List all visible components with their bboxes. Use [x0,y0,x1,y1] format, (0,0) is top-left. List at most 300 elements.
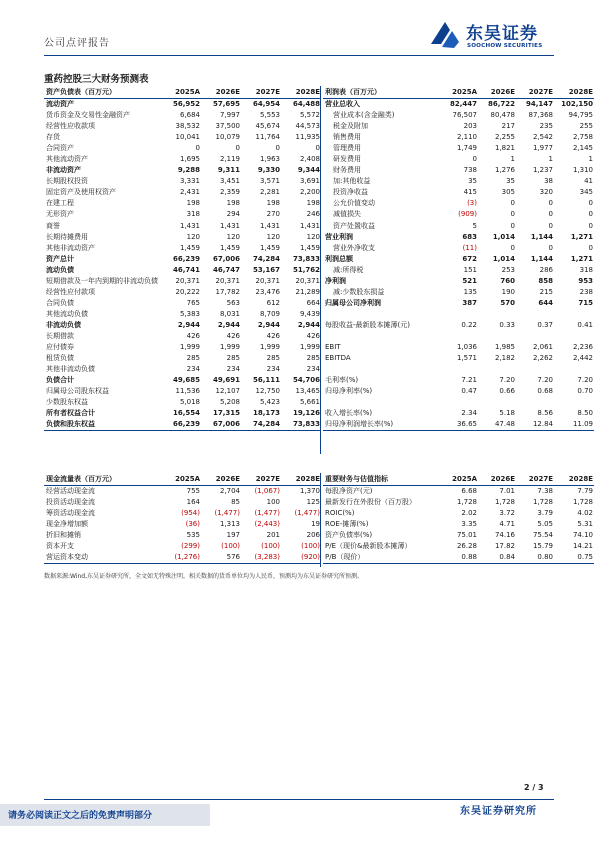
value-cell: 3.35 [461,520,477,529]
row-label: 营业利润 [325,232,353,241]
value-cell: 320 [539,188,553,197]
value-cell: 2,255 [494,133,515,142]
value-cell: (11) [462,243,477,252]
table-row [44,331,321,342]
value-cell: 0 [510,243,515,252]
disclaimer-banner [0,804,210,826]
value-cell: 235 [539,122,553,131]
value-cell: 1,144 [530,232,553,241]
value-cell: 1,310 [572,166,593,175]
table-row [44,209,321,220]
value-cell: 46,741 [172,265,200,274]
value-cell: 7.01 [499,487,515,496]
value-cell: 19 [311,520,320,529]
logo-text-cn: 东吴证券 [466,24,538,44]
value-cell [554,364,594,375]
value-cell: 11,935 [295,133,320,142]
value-cell: 2,944 [217,320,240,329]
report-category: 公司点评报告 [44,38,110,49]
row-label: 非流动资产 [46,166,81,175]
row-label: 净利润 [325,276,346,285]
value-cell: 755 [186,487,200,496]
value-cell: 0 [275,144,280,153]
row-label: 资本开支 [46,542,74,551]
value-cell: 74.10 [572,531,593,540]
table-row [44,353,321,364]
value-cell: 1,144 [530,254,553,263]
row-label: 长期待摊费用 [46,232,88,241]
value-cell: 570 [500,298,515,307]
value-cell: 1,431 [299,221,320,230]
value-cell: 672 [462,254,477,263]
value-cell: 2,236 [572,343,593,352]
value-cell: 3,571 [259,177,280,186]
value-cell: 38,532 [175,122,200,131]
value-cell: 2,281 [259,188,280,197]
value-cell: 286 [539,265,553,274]
value-cell: 8,709 [259,309,280,318]
row-label: P/E（现价&最新股本摊薄） [325,542,412,551]
row-label [323,364,435,375]
value-cell: 76,507 [452,111,477,120]
value-cell: 190 [501,287,515,296]
row-label [323,309,435,320]
value-cell: 1,036 [456,343,477,352]
value-cell: (1,477) [294,509,320,518]
table-row [44,165,321,176]
value-cell: 2,145 [572,144,593,153]
year-header-cell: 2025A [161,473,201,486]
value-cell: 2,542 [532,133,553,142]
table-row [44,232,321,243]
table-row [323,331,594,342]
value-cell: 85 [231,498,240,507]
value-cell [516,331,554,342]
value-cell: 285 [226,354,240,363]
table-row [44,530,321,541]
value-cell: 36.65 [435,419,478,431]
value-cell: 0 [548,199,553,208]
value-cell: 16,554 [172,409,200,418]
value-cell: 0 [510,210,515,219]
value-cell: 41 [584,177,593,186]
value-cell: 20,371 [295,276,320,285]
value-cell: 66,239 [172,254,200,263]
value-cell: (3) [467,199,477,208]
table-row [323,187,594,198]
value-cell: 2.34 [461,409,477,418]
value-cell: 3.79 [537,509,553,518]
balance-sheet-table [44,86,321,431]
table-row [44,287,321,298]
row-label: 其他流动资产 [46,155,88,164]
value-cell: 21,289 [295,287,320,296]
year-header-cell: 2025A [161,86,201,99]
row-label: 流动资产 [46,100,74,109]
value-cell: 0 [472,155,477,164]
year-header-cell: 2028E [554,473,594,486]
value-cell: 285 [266,354,280,363]
table-header-row [44,473,321,486]
value-cell: 2,061 [532,343,553,352]
value-cell [554,309,594,320]
row-label: 减:少数股东损益 [333,287,385,296]
table-row [323,232,594,243]
value-cell: 426 [226,332,240,340]
value-cell: 151 [463,265,477,274]
value-cell [516,364,554,375]
table-row [323,209,594,220]
row-label: 每股净资产(元) [325,487,373,496]
value-cell: 0 [548,210,553,219]
value-cell: 9,344 [297,166,320,175]
value-cell: 20,371 [215,276,240,285]
data-source-note: 数据来源:Wind,东吴证券研究所，全文如无特殊注明，相关数据的货币单位均为人民币，预测均为东吴证券研究所预测。 [44,573,364,580]
value-cell: 3,331 [179,177,200,186]
table-row [323,408,594,419]
value-cell: 1,431 [219,221,240,230]
row-label: 营运资本变动 [44,552,161,564]
value-cell: 2,408 [299,155,320,164]
value-cell: (1,477) [214,509,240,518]
table-row [44,276,321,287]
value-cell: 0.66 [499,387,515,396]
table-row [44,375,321,386]
table-row [323,132,594,143]
value-cell: 10,079 [215,133,240,142]
table-row [323,198,594,209]
value-cell: 37,500 [215,122,240,131]
value-cell: 44,573 [295,122,320,131]
value-cell: 5,383 [179,309,200,318]
footer-rule [44,799,554,800]
value-cell: 3.72 [499,509,515,518]
value-cell: 86,722 [487,100,515,109]
value-cell: 203 [463,122,477,131]
value-cell: 0.84 [478,552,516,564]
year-header-cell: 2027E [241,473,281,486]
row-label: 经营性应付款项 [46,287,95,296]
row-label: 财务费用 [333,166,361,175]
value-cell: 38 [544,177,553,186]
table-row [44,198,321,209]
row-label: 负债和股东权益 [44,419,161,431]
value-cell: 6.68 [461,487,477,496]
table-row [44,364,321,375]
value-cell: 318 [186,210,200,219]
value-cell: 100 [266,498,280,507]
row-label: 流动负债 [46,265,74,274]
row-label: 营业外净收支 [333,243,375,252]
value-cell: 164 [186,498,200,507]
table-row [44,121,321,132]
value-cell: (954) [181,509,200,518]
value-cell: 74,284 [241,419,281,431]
value-cell: 23,476 [255,287,280,296]
value-cell: 7.21 [461,376,477,385]
table-row [44,519,321,530]
value-cell: 238 [579,287,593,296]
value-cell: 17.82 [494,542,515,551]
year-header-cell: 2027E [516,86,554,99]
value-cell: 1,821 [494,144,515,153]
value-cell: 2,200 [299,188,320,197]
table-row [323,243,594,254]
value-cell: 1,459 [259,243,280,252]
value-cell: 198 [226,199,240,208]
value-cell: 0.37 [537,320,553,329]
year-header-cell: 2028E [281,86,321,99]
value-cell: 0.80 [516,552,554,564]
table-row [44,386,321,397]
value-cell: 1,271 [570,232,593,241]
row-label: 经营活动现金流 [46,487,95,496]
value-cell: 17,782 [215,287,240,296]
value-cell: 13,465 [295,387,320,396]
value-cell: 0 [235,144,240,153]
row-label: 应付债券 [46,343,74,352]
section-title: 重药控股三大财务预测表 [44,74,149,85]
value-cell: 47.48 [478,419,516,431]
value-cell: 35 [506,177,515,186]
value-cell: 563 [226,298,240,307]
value-cell: (299) [181,542,200,551]
value-cell: 535 [186,531,200,540]
value-cell [478,309,516,320]
value-cell: 345 [579,188,593,197]
value-cell: 0.88 [435,552,478,564]
table-row [323,320,594,331]
table-row [323,541,594,552]
value-cell: 294 [226,210,240,219]
table-row [44,342,321,353]
row-label: 投资活动现金流 [46,498,95,507]
row-label: ROIC(%) [325,509,355,518]
row-label: 收入增长率(%) [325,409,373,418]
value-cell: 120 [186,232,200,241]
table-row [44,408,321,419]
year-header-cell: 2026E [478,473,516,486]
table-row [323,342,594,353]
row-label: 合同负债 [46,298,74,307]
value-cell: 576 [201,552,241,564]
value-cell: 64,954 [252,100,280,109]
value-cell: 5,553 [259,111,280,120]
value-cell: 198 [186,199,200,208]
value-cell: 11,536 [175,387,200,396]
value-cell: 20,222 [175,287,200,296]
row-label: 营业成本(含金融类) [333,111,395,120]
value-cell: 1,999 [299,343,320,352]
row-label: ROE-摊薄(%) [325,520,369,529]
value-cell: 234 [266,365,280,374]
value-cell [478,331,516,342]
value-cell: 1,749 [456,144,477,153]
value-cell: 11.09 [554,419,594,431]
disclaimer-text: 请务必阅读正文之后的免责声明部分 [8,811,153,821]
value-cell: 0.33 [499,320,515,329]
value-cell: 1,014 [492,232,515,241]
value-cell: 75.54 [532,531,553,540]
value-cell: 17,315 [212,409,240,418]
value-cell: 0.68 [537,387,553,396]
value-cell: 80,478 [490,111,515,120]
row-label [323,397,435,408]
value-cell: 9,288 [177,166,200,175]
table-row [44,132,321,143]
value-cell: 20,371 [175,276,200,285]
table-row [323,353,594,364]
value-cell [554,331,594,342]
row-label: 其他非流动资产 [46,243,95,252]
table-title-cell: 重要财务与估值指标 [323,473,435,486]
value-cell: 2,758 [572,133,593,142]
value-cell: 94,147 [525,100,553,109]
row-label: P/B（现价） [323,552,435,564]
table-header-row [44,86,321,99]
value-cell: 253 [501,265,515,274]
value-cell: 2,262 [532,354,553,363]
value-cell: 644 [538,298,553,307]
row-label: 资产处置收益 [333,221,375,230]
row-label: 长期借款 [46,332,74,340]
value-cell: 125 [306,498,320,507]
value-cell: 0.47 [461,387,477,396]
value-cell: 66,239 [161,419,201,431]
value-cell: 1,728 [532,498,553,507]
table-row [323,176,594,187]
income-statement-table [323,86,594,431]
row-label: 减:所得税 [333,265,364,274]
value-cell: 74,284 [252,254,280,263]
table-row [323,552,594,564]
value-cell: 1 [548,155,553,164]
value-cell: (100) [221,542,240,551]
value-cell: 0.75 [554,552,594,564]
value-cell [435,397,478,408]
value-cell: 0.70 [577,387,593,396]
table-title-cell: 现金流量表（百万元） [44,473,161,486]
value-cell: 426 [306,332,320,340]
value-cell: 715 [578,298,593,307]
table-row [44,552,321,564]
row-label: 现金净增加额 [46,520,88,529]
value-cell: 6,684 [179,111,200,120]
value-cell: 0 [315,144,320,153]
table-row [323,364,594,375]
value-cell: 285 [186,354,200,363]
value-cell: 64,488 [292,100,320,109]
value-cell: 3,691 [299,177,320,186]
value-cell: 18,173 [252,409,280,418]
value-cell: 270 [266,210,280,219]
value-cell: 255 [579,122,593,131]
table-row [323,419,594,431]
table-row [323,386,594,397]
value-cell: 73,833 [281,419,321,431]
value-cell: 1,728 [494,498,515,507]
table-row [323,486,594,498]
value-cell: 2,359 [219,188,240,197]
value-cell: 246 [306,210,320,219]
value-cell: 1,999 [259,343,280,352]
soochow-logo-icon [428,18,462,52]
row-label: 存货 [46,133,60,142]
year-header-cell: 2026E [201,473,241,486]
value-cell: 953 [578,276,593,285]
value-cell: 1,276 [494,166,515,175]
value-cell: 12,750 [255,387,280,396]
table-title-cell: 利润表（百万元） [323,86,435,99]
value-cell: 1,963 [259,155,280,164]
value-cell: 683 [462,232,477,241]
value-cell: 12,107 [215,387,240,396]
year-header-cell: 2025A [435,86,478,99]
value-cell: 234 [186,365,200,374]
value-cell: 206 [306,531,320,540]
table-row [323,221,594,232]
table-header-row [323,473,594,486]
value-cell: 15.79 [532,542,553,551]
value-cell: 5.05 [537,520,553,529]
table-row [44,221,321,232]
table-row [44,497,321,508]
value-cell [554,397,594,408]
table-row [44,541,321,552]
value-cell: 738 [463,166,477,175]
value-cell: 198 [266,199,280,208]
value-cell: 858 [538,276,553,285]
value-cell: 7.79 [577,487,593,496]
row-label: 货币资金及交易性金融资产 [46,111,130,120]
row-label: 所有者权益合计 [46,409,95,418]
value-cell: 2,119 [219,155,240,164]
value-cell: 57,695 [212,100,240,109]
row-label: 无形资产 [46,210,74,219]
value-cell: (100) [261,542,280,551]
value-cell: 521 [462,276,477,285]
value-cell: 94,795 [568,111,593,120]
value-cell: 11,764 [255,133,280,142]
table-row [323,265,594,276]
value-cell: 426 [186,332,200,340]
row-label: 租赁负债 [46,354,74,363]
table-row [323,530,594,541]
value-cell: 8,031 [219,309,240,318]
value-cell: 9,311 [217,166,240,175]
value-cell: 1,313 [219,520,240,529]
row-label: 在建工程 [46,199,74,208]
row-label: 筹资活动现金流 [46,509,95,518]
value-cell: 8.50 [577,409,593,418]
table-row [323,254,594,265]
value-cell: (100) [301,542,320,551]
row-label [323,331,435,342]
table-row [44,486,321,498]
value-cell: 5,572 [299,111,320,120]
value-cell: 0.22 [461,320,477,329]
value-cell: 1 [588,155,593,164]
table-row [44,419,321,431]
row-label: 营业总收入 [325,100,360,109]
value-cell: 0.41 [577,320,593,329]
value-cell: 9,330 [257,166,280,175]
value-cell: (920) [281,552,321,564]
value-cell: 1,014 [492,254,515,263]
table-row [44,298,321,309]
value-cell: 1,370 [299,487,320,496]
row-label: 公允价值变动 [333,199,375,208]
